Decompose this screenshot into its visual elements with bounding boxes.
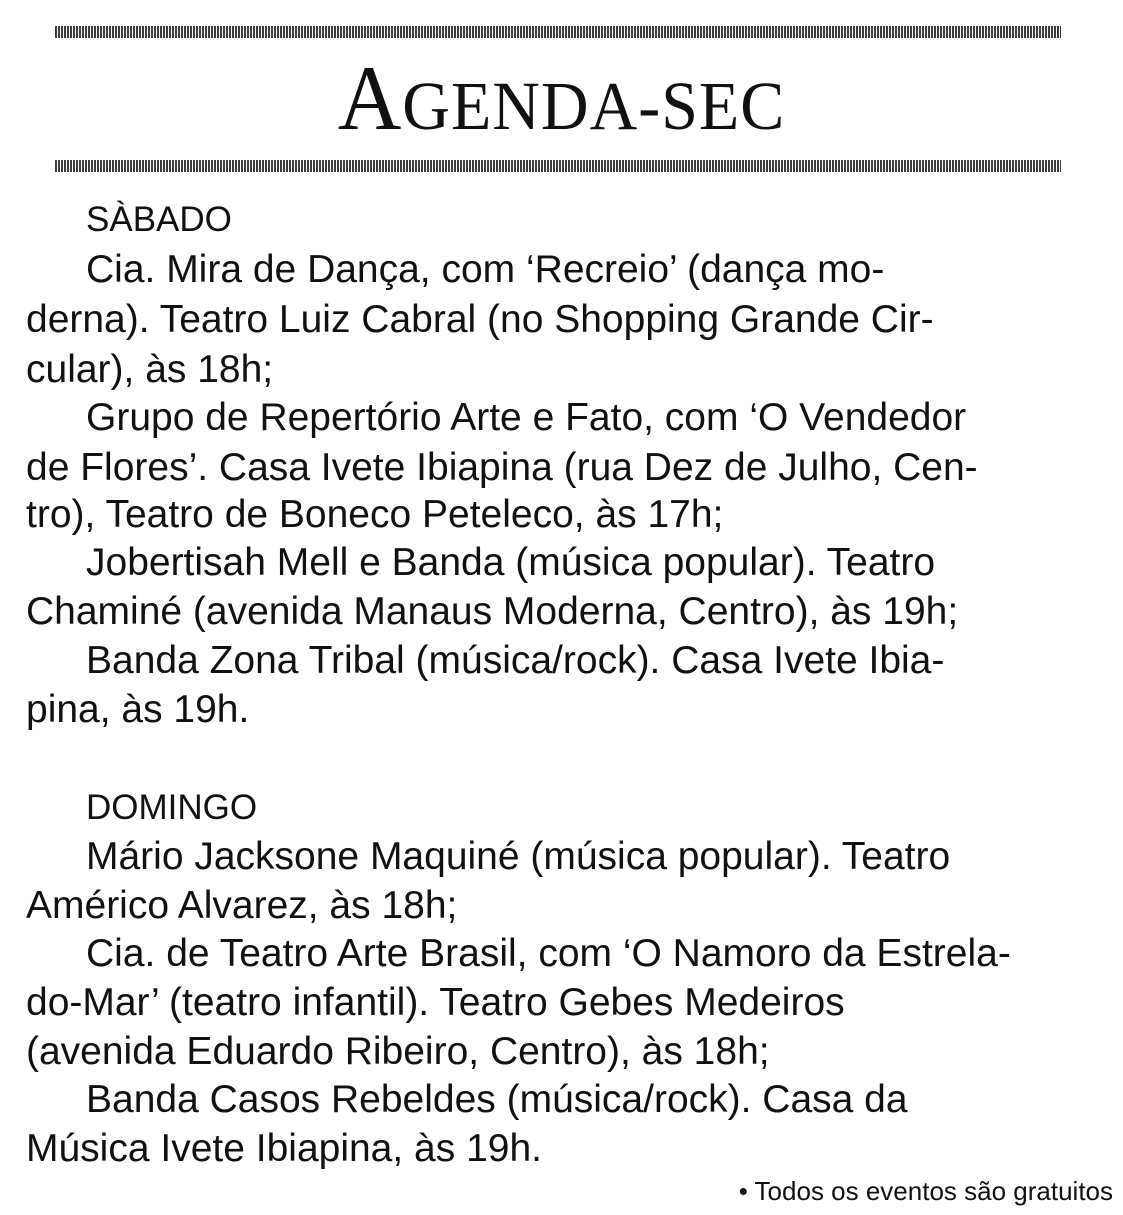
footnote-free-events: • Todos os eventos são gratuitos <box>738 1176 1113 1206</box>
section-heading-domingo: DOMINGO <box>86 788 258 827</box>
event-line: Cia. Mira de Dança, com ‘Recreio’ (dança mo- <box>86 248 885 291</box>
event-line: (avenida Eduardo Ribeiro, Centro), às 18h; <box>26 1030 770 1073</box>
event-line: de Flores’. Casa Ivete Ibiapina (rua Dez de Julho, Cen- <box>26 446 978 489</box>
event-line: derna). Teatro Luiz Cabral (no Shopping Grande Cir- <box>26 298 934 341</box>
event-line: cular), às 18h; <box>26 348 274 391</box>
event-line: Cia. de Teatro Arte Brasil, com ‘O Namoro da Estrela- <box>86 932 1011 975</box>
title-initial: A <box>337 48 403 151</box>
event-line: Américo Alvarez, às 18h; <box>26 884 458 927</box>
event-line: Banda Zona Tribal (música/rock). Casa Ivete Ibia- <box>86 639 945 682</box>
event-line: Chaminé (avenida Manaus Moderna, Centro), às 19h; <box>26 590 959 633</box>
title-rest: GENDA-SEC <box>402 68 786 145</box>
event-line: tro), Teatro de Boneco Peteleco, às 17h; <box>26 493 724 536</box>
event-line: Música Ivete Ibiapina, às 19h. <box>26 1127 542 1170</box>
event-line: Banda Casos Rebeldes (música/rock). Casa da <box>86 1078 908 1121</box>
event-line: Jobertisah Mell e Banda (música popular). Teatro <box>86 541 936 584</box>
event-line: Mário Jacksone Maquiné (música popular). Teatro <box>86 835 951 878</box>
section-heading-sabado: SÀBADO <box>86 200 232 239</box>
event-line: pina, às 19h. <box>26 688 250 731</box>
event-line: do-Mar’ (teatro infantil). Teatro Gebes Medeiros <box>26 981 845 1024</box>
event-line: Grupo de Repertório Arte e Fato, com ‘O Vendedor <box>86 396 967 439</box>
